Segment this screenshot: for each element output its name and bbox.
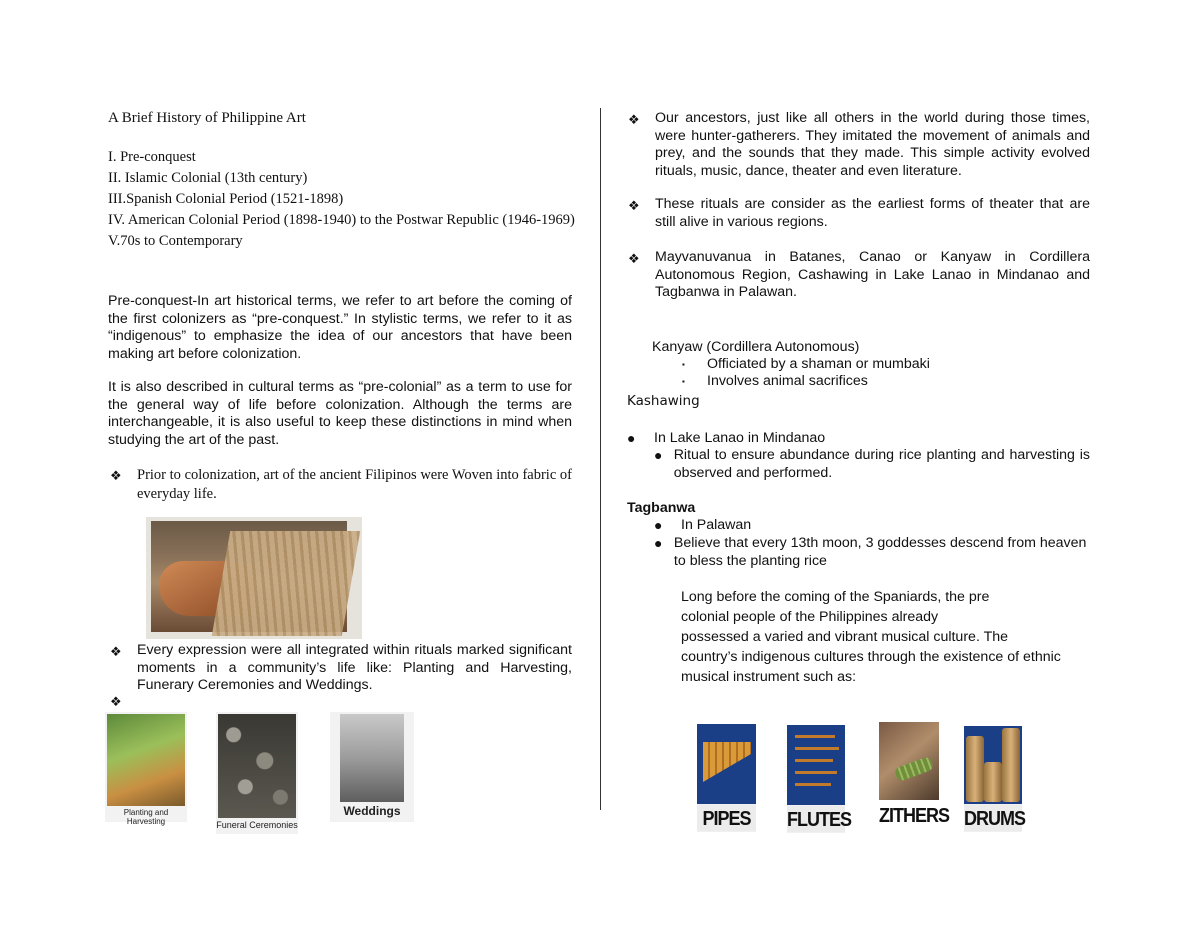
dot-bullet-icon: ● <box>654 447 663 463</box>
diamond-bullet-icon: ❖ <box>628 112 640 127</box>
diamond-bullet-icon: ❖ <box>628 198 640 213</box>
paragraph-line: colonial people of the Philippines already <box>681 609 939 625</box>
music-paragraph <box>681 587 1101 687</box>
list-item-text: Involves animal sacrifices <box>707 373 868 389</box>
diamond-bullet-icon: ❖ <box>110 644 122 659</box>
diamond-bullet-icon: ❖ <box>110 694 122 709</box>
flutes-image <box>787 725 851 833</box>
image-caption: Planting and Harvesting <box>123 808 169 826</box>
list-item <box>654 535 1094 570</box>
kashawing-heading: Kashawing <box>627 393 700 409</box>
document-title: A Brief History of Philippine Art <box>108 110 306 126</box>
paragraph-line: musical instrument such as: <box>681 669 857 685</box>
image-caption: Funeral Ceremonies <box>216 820 298 830</box>
expression-bullet <box>110 642 572 695</box>
period-item: III.Spanish Colonial Period (1521-1898) <box>108 191 344 207</box>
rituals-text: These rituals are consider as the earliest forms of theater that are still alive in various regions. <box>655 196 1090 230</box>
festivals-bullet <box>628 249 1090 302</box>
drums-image <box>964 726 1025 830</box>
period-item: I. Pre-conquest <box>108 149 196 165</box>
weddings-image <box>330 712 414 822</box>
pre-conquest-paragraph: Pre-conquest-In art historical terms, we refer to art before the coming of the first colonizers as “pre-conquest.” In stylistic terms, we refer to it as “indigenous” to emphasize the idea of our ancestors that have been making art before colonization. <box>108 293 572 362</box>
list-item <box>654 447 1090 482</box>
square-bullet-icon: ▪ <box>682 377 685 386</box>
instrument-label: PIPES <box>697 804 756 832</box>
paragraph-line: country’s indigenous cultures through the existence of ethnic <box>681 649 1061 665</box>
list-item-text: Ritual to ensure abundance during rice planting and harvesting is observed and performed. <box>673 447 1090 481</box>
dot-bullet-icon: ● <box>654 535 663 551</box>
pipes-image <box>697 724 756 832</box>
list-item <box>680 373 868 391</box>
colonization-bullet <box>110 466 572 504</box>
period-item: IV. American Colonial Period (1898-1940) to the Postwar Republic (1946-1969) <box>108 212 575 228</box>
kanyaw-heading: Kanyaw (Cordillera Autonomous) <box>652 339 860 355</box>
rituals-bullet <box>628 196 1090 231</box>
woven-fabric-photo <box>146 517 362 639</box>
festivals-text: Mayvanuvanua in Batanes, Canao or Kanyaw in Cordillera Autonomous Region, Cashawing in Lake Lanao in Mindanao and Tagbanwa in Palawan. <box>655 249 1090 300</box>
list-item <box>627 430 1097 448</box>
diamond-bullet-icon: ❖ <box>110 468 122 483</box>
paragraph-line: possessed a varied and vibrant musical culture. The <box>681 629 1009 645</box>
period-item: V.70s to Contemporary <box>108 233 243 249</box>
ancestors-bullet <box>628 110 1090 180</box>
period-list <box>108 147 578 252</box>
column-divider <box>600 108 601 810</box>
square-bullet-icon: ▪ <box>682 360 685 369</box>
diamond-bullet-icon: ❖ <box>628 251 640 266</box>
image-caption: Weddings <box>343 804 401 818</box>
instrument-label: DRUMS <box>964 804 1022 832</box>
instrument-label: FLUTES <box>787 805 845 833</box>
paragraph-line: Long before the coming of the Spaniards, the pre <box>681 589 990 605</box>
funeral-ceremonies-image <box>216 712 298 834</box>
dot-bullet-icon: ● <box>654 517 663 533</box>
tagbanwa-heading: Tagbanwa <box>627 500 696 516</box>
planting-harvesting-image <box>105 712 187 826</box>
list-item-text: In Palawan <box>681 517 752 533</box>
list-item <box>680 356 930 374</box>
dot-bullet-icon: ● <box>627 430 636 446</box>
pre-colonial-paragraph: It is also described in cultural terms as “pre-colonial” as a term to use for the general way of life before colonization. Although the terms are interchangeable, it is also useful to keep these distinctions in mind when studying the art of the past. <box>108 379 572 448</box>
instrument-label: ZITHERS <box>879 803 950 827</box>
expression-text: Every expression were all integrated within rituals marked significant moments in a community’s life like: Planting and Harvesting, Funerary Ceremonies and Weddings. <box>137 642 572 693</box>
list-item-text: In Lake Lanao in Mindanao <box>654 430 826 446</box>
ancestors-text: Our ancestors, just like all others in the world during those times, were hunter-gatherers. They imitated the movement of animals and prey, and the sounds that they made. This simple activity evolved rituals, music, dance, theater and even literature. <box>655 110 1090 179</box>
zithers-image <box>879 722 950 830</box>
list-item-text: Officiated by a shaman or mumbaki <box>707 356 930 372</box>
period-item: II. Islamic Colonial (13th century) <box>108 170 308 186</box>
list-item <box>654 517 751 535</box>
list-item-text: Believe that every 13th moon, 3 goddesses descend from heaven to bless the planting rice <box>673 535 1087 569</box>
colonization-text: Prior to colonization, art of the ancient Filipinos were Woven into fabric of everyday life. <box>137 467 572 502</box>
